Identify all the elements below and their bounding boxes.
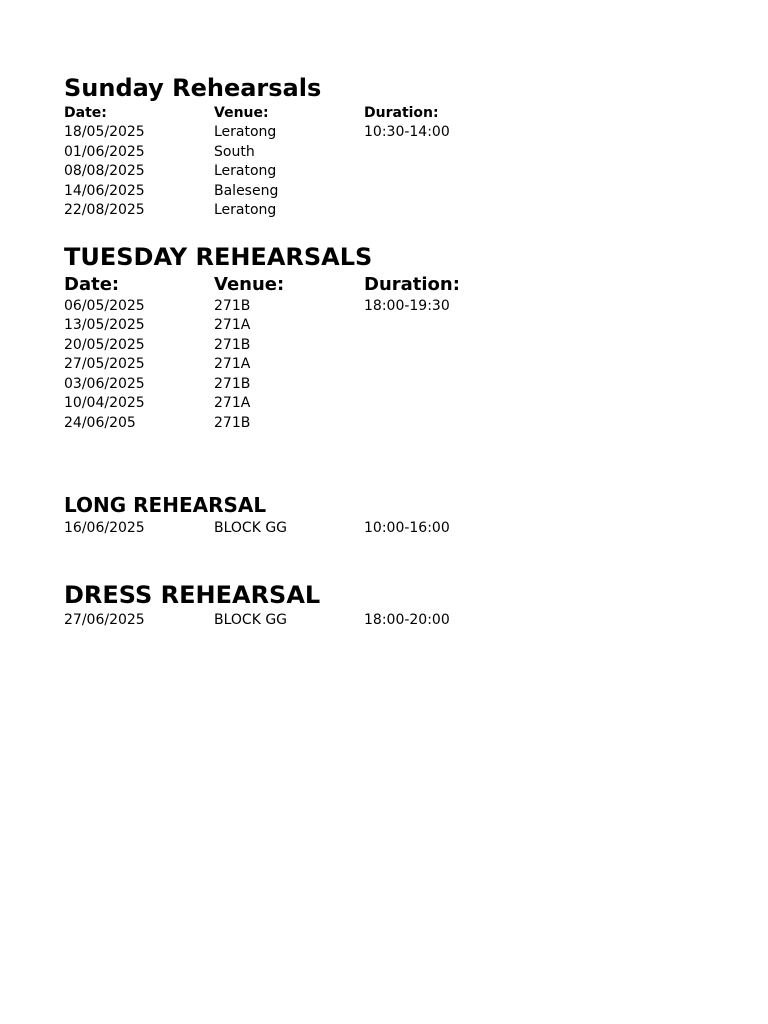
table-row bbox=[64, 201, 704, 221]
table-row bbox=[64, 519, 704, 539]
date-cell: 27/05/2025 bbox=[64, 356, 145, 372]
venue-cell: 271B bbox=[214, 336, 251, 353]
section-title: TUESDAY REHEARSALS bbox=[64, 242, 373, 271]
duration-cell bbox=[364, 201, 514, 221]
venue-cell: 271A bbox=[214, 356, 251, 372]
duration-cell bbox=[364, 394, 514, 414]
duration-cell: 18:00-20:00 bbox=[364, 611, 450, 628]
duration-cell bbox=[364, 375, 514, 395]
venue-cell: Baleseng bbox=[214, 182, 279, 199]
date-cell: 06/05/2025 bbox=[64, 297, 145, 314]
date-cell: 18/05/2025 bbox=[64, 124, 145, 140]
table-row bbox=[64, 316, 704, 336]
table-header bbox=[64, 104, 704, 123]
section-title: Sunday Rehearsals bbox=[64, 74, 322, 102]
duration-cell bbox=[364, 162, 514, 182]
date-cell: 27/06/2025 bbox=[64, 611, 145, 628]
duration-cell: 10:30-14:00 bbox=[364, 124, 450, 140]
table-row bbox=[64, 355, 704, 375]
venue-header: Venue: bbox=[214, 105, 269, 121]
table-row bbox=[64, 123, 704, 143]
section-title: DRESS REHEARSAL bbox=[64, 580, 321, 609]
date-cell: 10/04/2025 bbox=[64, 395, 145, 411]
sunday-rehearsals-section bbox=[64, 72, 704, 221]
venue-cell: BLOCK GG bbox=[214, 520, 288, 536]
duration-cell bbox=[364, 414, 514, 434]
venue-cell: 271A bbox=[214, 317, 251, 333]
duration-cell: 18:00-19:30 bbox=[364, 297, 450, 314]
duration-header: Duration: bbox=[364, 273, 460, 295]
table-row bbox=[64, 182, 704, 202]
duration-cell bbox=[364, 355, 514, 375]
venue-header: Venue: bbox=[214, 273, 285, 295]
duration-cell: 10:00-16:00 bbox=[364, 520, 450, 536]
dress-rehearsal-section bbox=[64, 579, 704, 631]
date-cell: 13/05/2025 bbox=[64, 317, 145, 333]
duration-header: Duration: bbox=[364, 105, 439, 121]
venue-cell: 271A bbox=[214, 395, 251, 411]
date-cell: 08/08/2025 bbox=[64, 163, 145, 179]
venue-cell: 271B bbox=[214, 414, 251, 431]
table-header bbox=[64, 273, 704, 297]
table-row bbox=[64, 162, 704, 182]
schedule-document bbox=[64, 72, 704, 630]
venue-cell: South bbox=[214, 143, 255, 160]
venue-cell: Leratong bbox=[214, 124, 277, 140]
venue-cell: Leratong bbox=[214, 163, 277, 179]
date-header: Date: bbox=[64, 105, 107, 121]
long-rehearsal-section bbox=[64, 491, 704, 539]
date-cell: 20/05/2025 bbox=[64, 336, 145, 353]
table-row bbox=[64, 143, 704, 163]
venue-cell: BLOCK GG bbox=[214, 611, 288, 628]
duration-cell bbox=[364, 336, 514, 356]
date-cell: 03/06/2025 bbox=[64, 375, 145, 392]
venue-cell: 271B bbox=[214, 297, 251, 314]
venue-cell: 271B bbox=[214, 375, 251, 392]
date-cell: 14/06/2025 bbox=[64, 182, 145, 199]
table-row bbox=[64, 611, 704, 631]
duration-cell bbox=[364, 316, 514, 336]
section-title: LONG REHEARSAL bbox=[64, 493, 267, 517]
date-header: Date: bbox=[64, 273, 120, 295]
date-cell: 01/06/2025 bbox=[64, 143, 145, 160]
date-cell: 22/08/2025 bbox=[64, 202, 145, 218]
table-row bbox=[64, 297, 704, 317]
table-row bbox=[64, 336, 704, 356]
date-cell: 16/06/2025 bbox=[64, 520, 145, 536]
table-row bbox=[64, 375, 704, 395]
table-row bbox=[64, 394, 704, 414]
duration-cell bbox=[364, 182, 514, 202]
duration-cell bbox=[364, 143, 514, 163]
date-cell: 24/06/205 bbox=[64, 414, 136, 431]
tuesday-rehearsals-section bbox=[64, 241, 704, 434]
venue-cell: Leratong bbox=[214, 202, 277, 218]
table-row bbox=[64, 414, 704, 434]
